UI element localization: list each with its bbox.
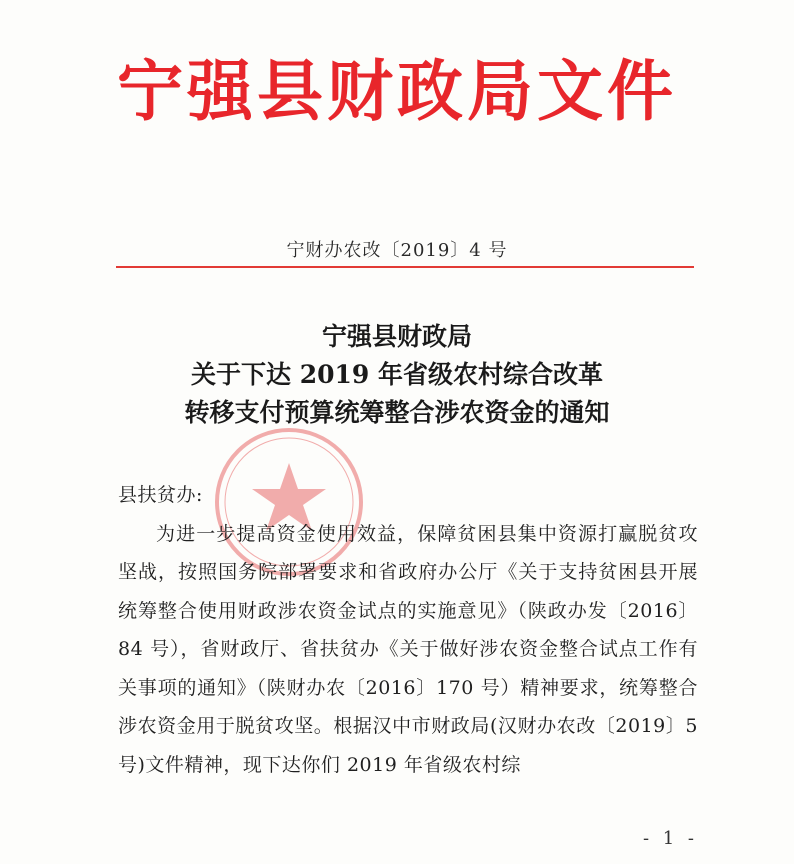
masthead-title: 宁强县财政局文件 [117,53,677,130]
notice-title [0,318,794,432]
title-line-3: 转移支付预算统筹整合涉农资金的通知 [184,398,610,427]
document-number: 宁财办农改〔2019〕4 号 [286,240,508,261]
title-line-1: 宁强县财政局 [321,322,472,351]
body-paragraph: 为进一步提高资金使用效益，保障贫困县集中资源打赢脱贫攻坚战，按照国务院部署要求和省政府办公厅《关于支持贫困县开展统筹整合使用财政涉农资金试点的实施意见》（陕政办发〔2016〕84 号），省财政厅、省扶贫办《关于做好涉农资金整合试点工作有关事项的通知》（陕财办农〔2016〕170 号）精神要求，统筹整合涉农资金用于脱贫攻坚。根据汉中市财政局(汉财办农改〔2019〕5 号)文件精神，现下达你们 2019 年省级农村综 [118,522,698,776]
page-number: - 1 - [642,828,698,849]
document-body [118,476,698,784]
red-divider-line [116,266,694,268]
salutation: 县扶贫办: [118,484,203,506]
title-line-2: 关于下达 2019 年省级农村综合改革 [191,360,603,389]
